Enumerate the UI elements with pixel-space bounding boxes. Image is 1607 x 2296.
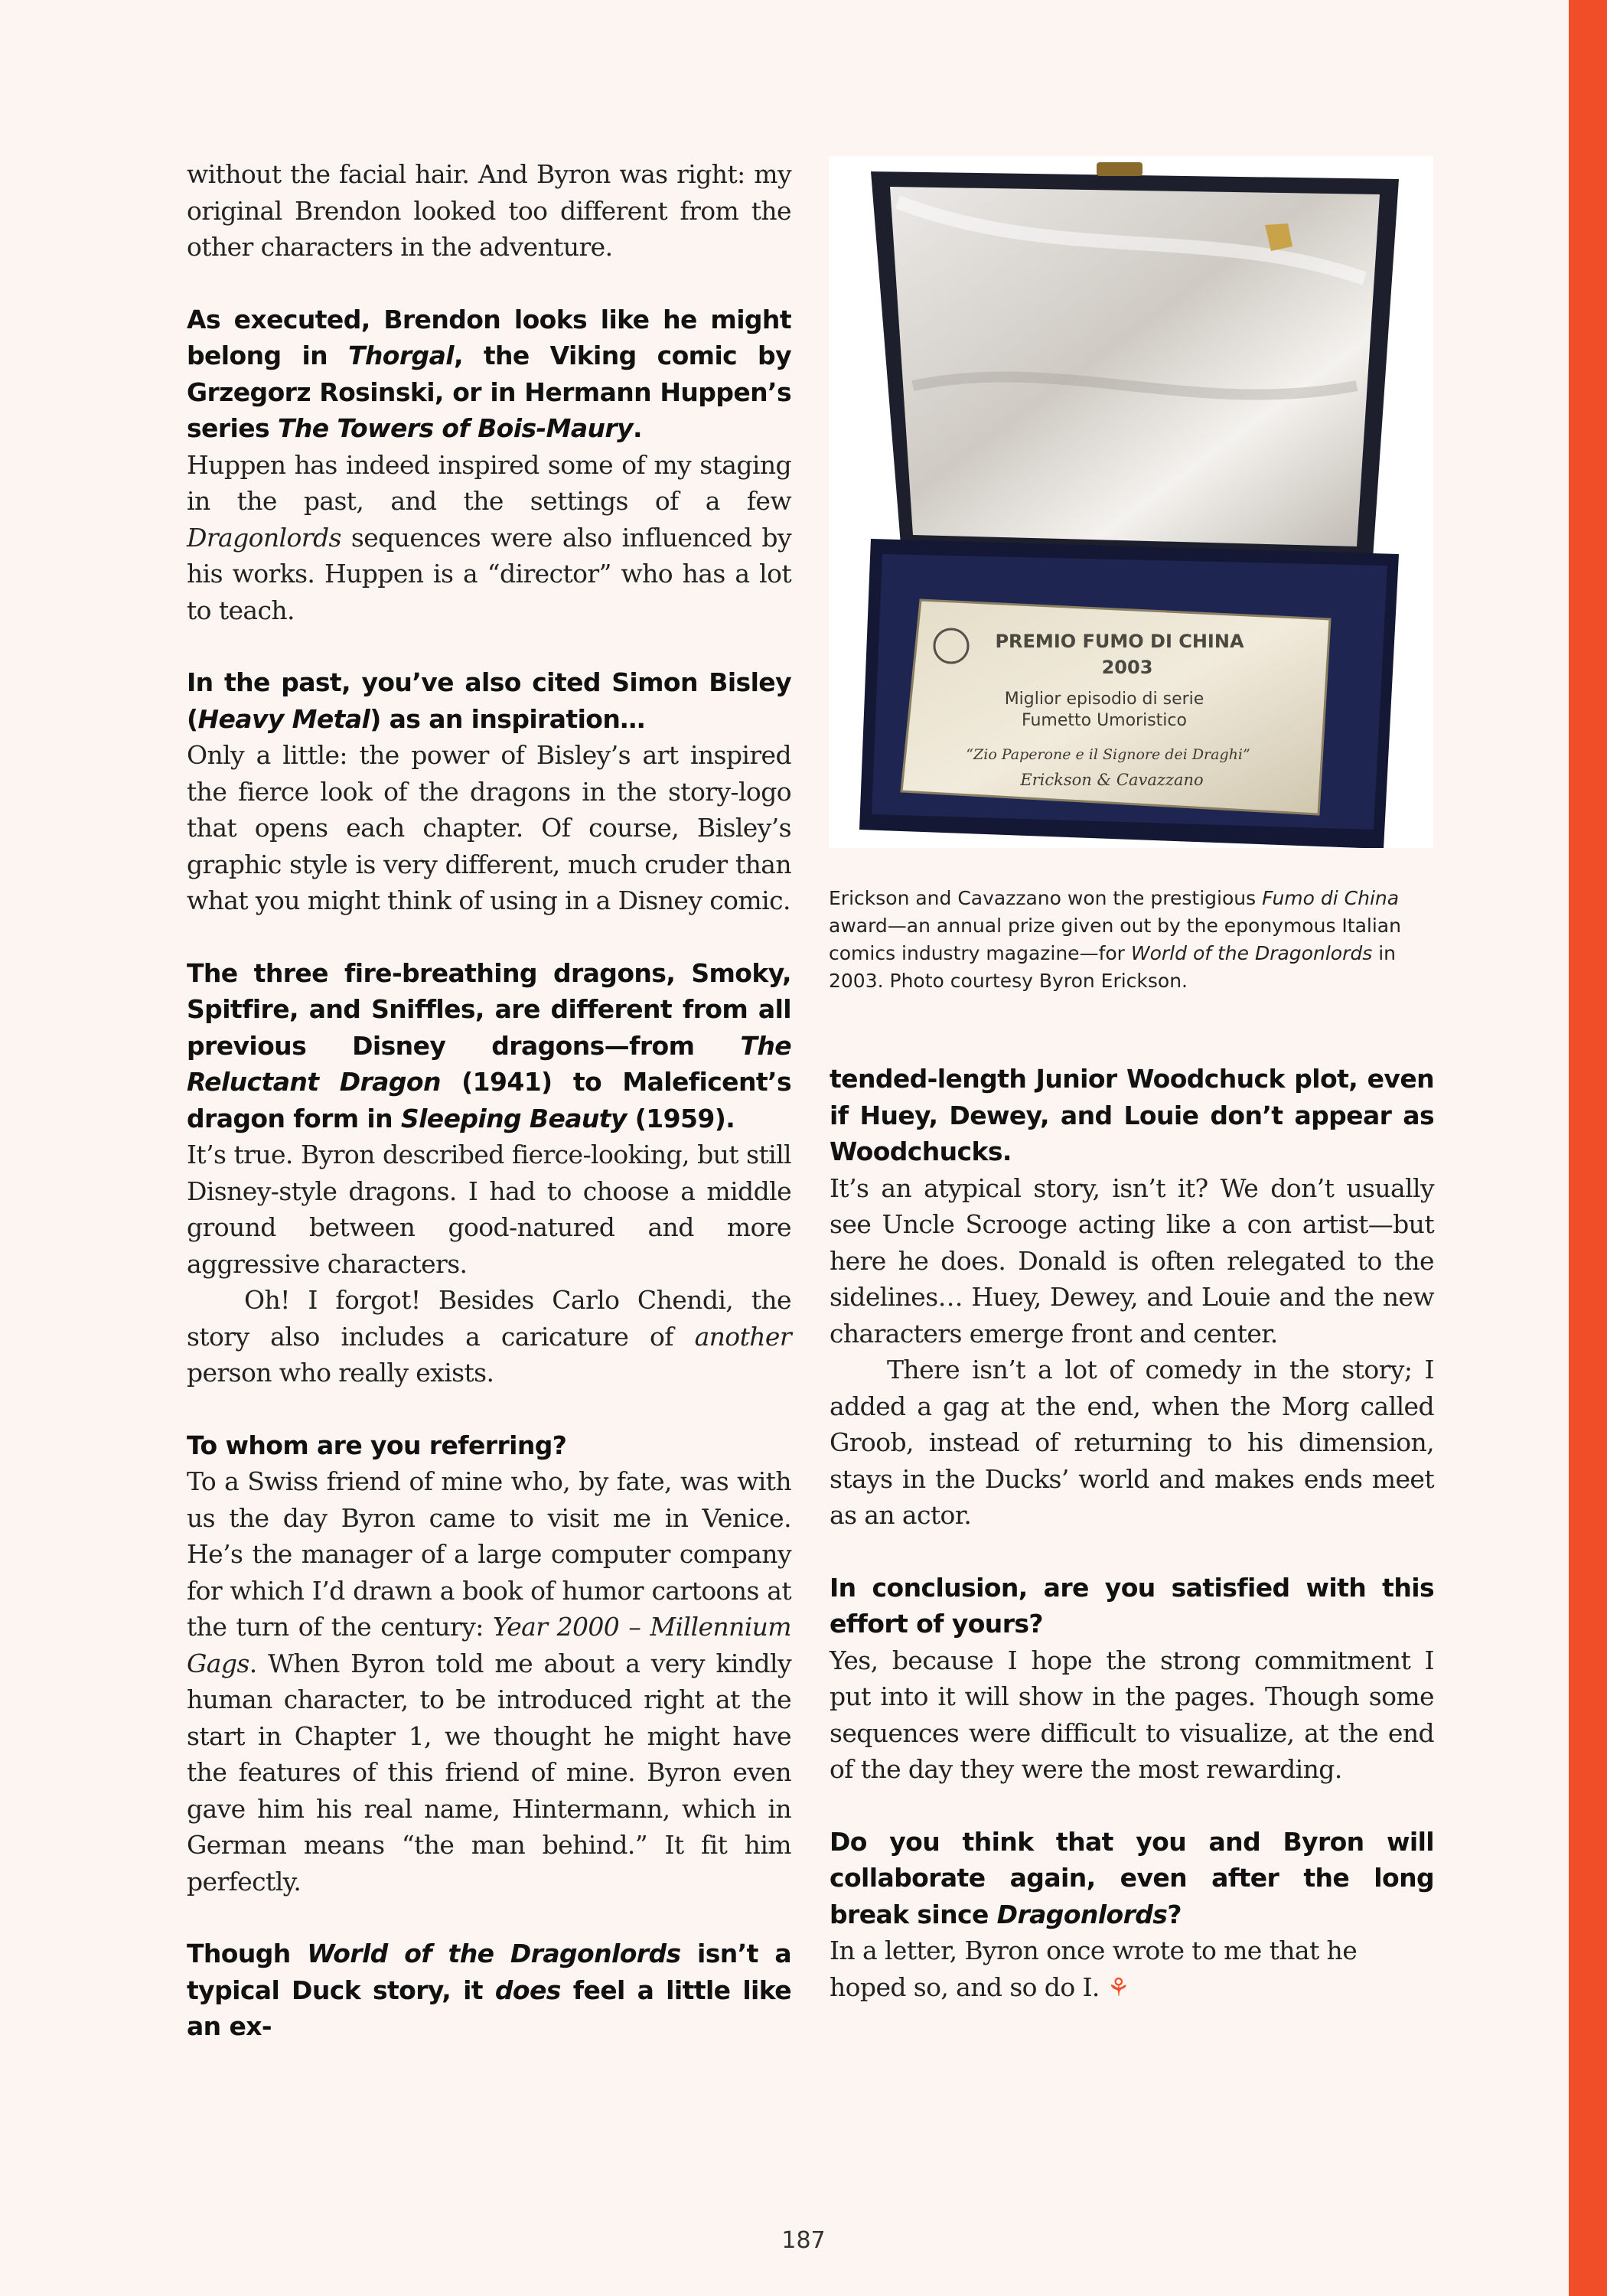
award-box-image <box>829 156 1433 848</box>
interview-answer: In a letter, Byron once wrote to me that he hoped so, and so do I. ⚘ <box>830 1936 1358 2002</box>
interview-answer: Huppen has indeed inspired some of my staging in the past, and the settings of a few Dragonlords sequences were also influenced by his works. Huppen is a “director” who has a lot to teach. <box>187 449 791 625</box>
interview-answer: Oh! I forgot! Besides Carlo Chendi, the story also includes a caricature of another person who really exists. <box>187 1285 791 1388</box>
plaque-story: “Zio Paperone e il Signore dei Draghi” <box>966 746 1250 763</box>
plaque-year: 2003 <box>1101 657 1153 678</box>
interview-question: In conclusion, are you satisfied with this effort of yours? <box>830 1572 1434 1639</box>
page-number: 187 <box>781 2227 826 2254</box>
interview-question: In the past, you’ve also cited Simon Bisley (Heavy Metal) as an inspiration… <box>187 667 791 734</box>
orange-edge-bar <box>1569 0 1607 2296</box>
interview-question: The three fire-breathing dragons, Smoky, Spitfire, and Sniffles, are different from all previous Disney dragons—from The Reluctant Dragon (1941) to Maleficent’s dragon form in Sleeping Beauty (1959). <box>187 957 792 1133</box>
plaque-authors: Erickson & Cavazzano <box>1020 771 1204 789</box>
left-column <box>187 156 791 2045</box>
interview-question: Do you think that you and Byron will collaborate again, even after the long break since Dragonlords? <box>830 1826 1434 1929</box>
interview-answer: Only a little: the power of Bisley’s art inspired the fierce look of the dragons in the story-logo that opens each chapter. Of course, Bisley’s graphic style is very different, much cruder than what you might think of using in a Disney comic. <box>187 740 791 915</box>
interview-question: Though World of the Dragonlords isn’t a typical Duck story, it does feel a little like an ex- <box>187 1939 791 2041</box>
plaque-title: PREMIO FUMO DI CHINA <box>995 631 1244 652</box>
interview-answer: To a Swiss friend of mine who, by fate, was with us the day Byron came to visit me in Venice. He’s the manager of a large computer company for which I’d drawn a book of humor cartoons at the turn of the century: Year 2000 – Millennium Gags. When Byron told me about a very kindly human character, to be introduced right at the start in Chapter 1, we thought he might have the features of this friend of mine. Byron even gave him his real name, Hintermann, which in German means “the man behind.” It fit him perfectly. <box>187 1466 791 1896</box>
interview-question: tended-length Junior Woodchuck plot, even if Huey, Dewey, and Louie don’t appear as Woodchucks. <box>830 1064 1434 1166</box>
interview-question: To whom are you referring? <box>187 1430 567 1460</box>
interview-answer: There isn’t a lot of comedy in the story; I added a gag at the end, when the Morg called Groob, instead of returning to his dimension, stays in the Ducks’ world and makes ends meet as an actor. <box>830 1355 1434 1530</box>
interview-answer: Yes, because I hope the strong commitment I put into it will show in the pages. Though some sequences were difficult to visualize, at the end of the day they were the most rewarding. <box>830 1645 1434 1784</box>
end-mark-icon: ⚘ <box>1107 1971 1129 2002</box>
plaque-line: Fumetto Umoristico <box>1022 711 1187 730</box>
right-column <box>830 1061 1434 2005</box>
box-hinge <box>1097 162 1143 176</box>
plaque-line: Miglior episodio di serie <box>1004 690 1204 709</box>
interview-question: As executed, Brendon looks like he might belong in Thorgal, the Viking comic by Grzegorz Rosinski, or in Hermann Huppen’s series The Towers of Bois-Maury. <box>187 304 791 443</box>
photo-caption: Erickson and Cavazzano won the prestigious Fumo di China award—an annual prize given out by the eponymous Italian comics industry magazine—for World of the Dragonlords in 2003. Photo courtesy Byron Erickson. <box>829 887 1401 992</box>
paragraph: without the facial hair. And Byron was right: my original Brendon looked too different from the other characters in the adventure. <box>187 159 791 262</box>
award-photo <box>829 156 1433 848</box>
interview-answer: It’s an atypical story, isn’t it? We don’t usually see Uncle Scrooge acting like a con artist—but here he does. Donald is often relegated to the sidelines… Huey, Dewey, and Louie and the new characters emerge front and center. <box>830 1172 1434 1349</box>
interview-answer: It’s true. Byron described fierce-looking, but still Disney-style dragons. I had to choose a middle ground between good-natured and more aggressive characters. <box>187 1140 791 1279</box>
